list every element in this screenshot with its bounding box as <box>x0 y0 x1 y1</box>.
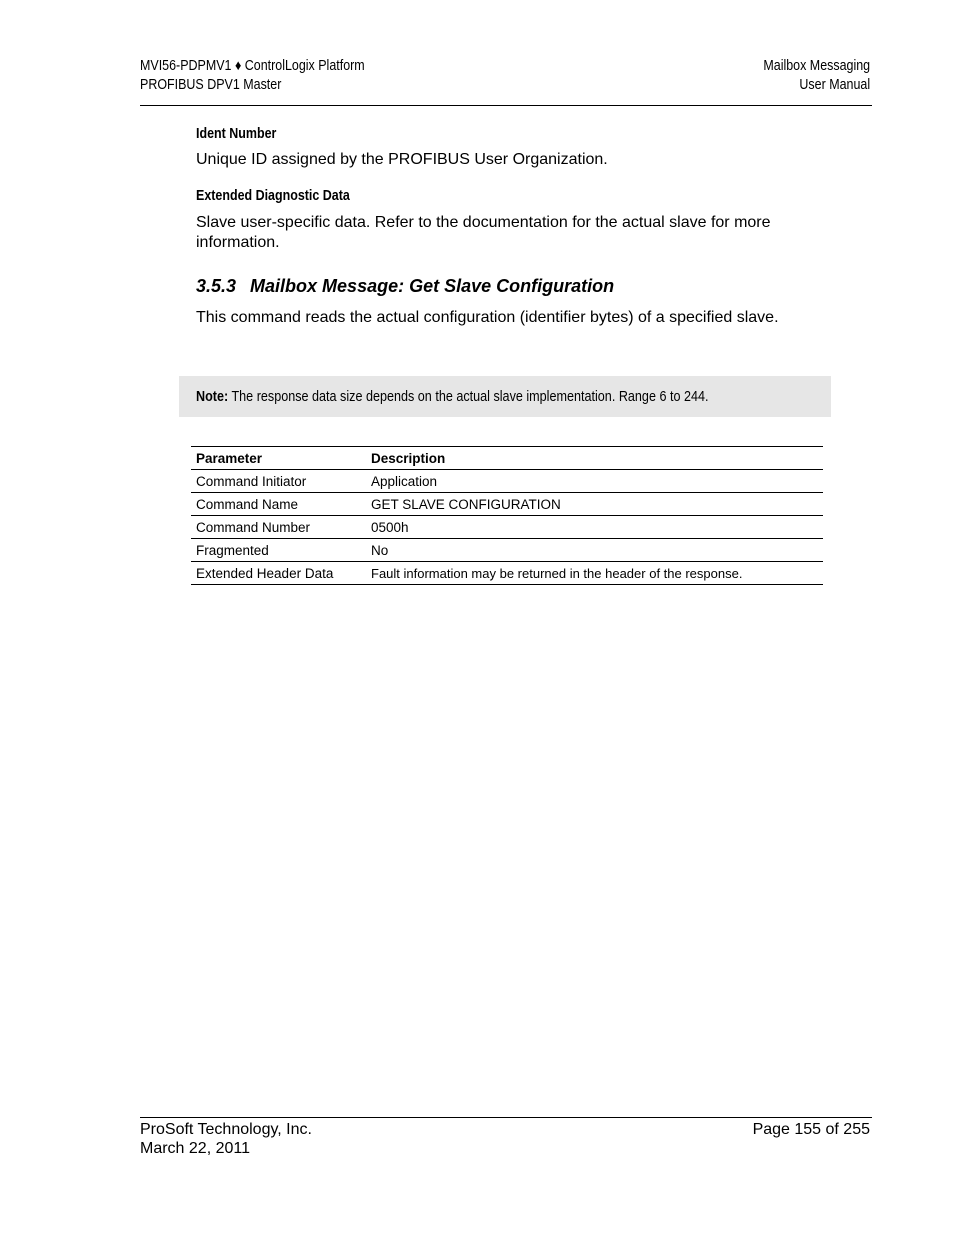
description-cell: 0500h <box>366 516 823 539</box>
footer-left <box>140 1120 312 1158</box>
ident-number-heading: Ident Number <box>196 126 277 142</box>
parameter-cell: Fragmented <box>191 539 366 562</box>
footer-right <box>753 1120 870 1139</box>
running-header-left <box>140 57 365 95</box>
section-intro: This command reads the actual configuration (identifier bytes) of a specified slave. <box>196 309 779 326</box>
parameter-cell: Command Number <box>191 516 366 539</box>
parameter-cell: Extended Header Data <box>191 562 366 585</box>
footer-divider <box>140 1117 872 1118</box>
description-cell: GET SLAVE CONFIGURATION <box>366 493 823 516</box>
section-number: 3.5.3 <box>196 276 237 296</box>
extended-diagnostic-text: Slave user-specific data. Refer to the documentation for the actual slave for more information. <box>196 214 771 251</box>
description-cell: Application <box>366 470 823 493</box>
ident-number-text: Unique ID assigned by the PROFIBUS User Organization. <box>196 151 608 168</box>
parameter-cell: Command Initiator <box>191 470 366 493</box>
product-title: MVI56-PDPMV1 ♦ ControlLogix Platform <box>140 58 365 74</box>
note-box <box>179 376 831 417</box>
note-body: The response data size depends on the actual slave implementation. Range 6 to 244. <box>231 388 709 405</box>
note-text <box>196 388 708 405</box>
table-header-row <box>191 447 823 470</box>
description-cell: No <box>366 539 823 562</box>
table-row <box>191 562 823 585</box>
section-heading <box>196 276 614 297</box>
table-row <box>191 539 823 562</box>
table-row <box>191 470 823 493</box>
note-label: Note: <box>196 388 229 405</box>
table-row <box>191 493 823 516</box>
running-header-right <box>763 57 870 95</box>
table-row <box>191 516 823 539</box>
page-number: Page 155 of 255 <box>752 1121 870 1138</box>
description-cell: Fault information may be returned in the header of the response. <box>366 562 823 585</box>
parameter-cell: Command Name <box>191 493 366 516</box>
extended-diagnostic-heading: Extended Diagnostic Data <box>196 188 350 204</box>
product-subtitle: PROFIBUS DPV1 Master <box>140 77 282 93</box>
section-title: Mailbox Message: Get Slave Configuration <box>250 276 615 296</box>
parameter-table <box>191 446 823 585</box>
column-header-description: Description <box>366 447 823 470</box>
header-divider <box>140 105 872 106</box>
column-header-parameter: Parameter <box>191 447 366 470</box>
manual-type: User Manual <box>799 77 870 93</box>
publication-date: March 22, 2011 <box>140 1140 250 1157</box>
chapter-title: Mailbox Messaging <box>763 58 870 74</box>
company-name: ProSoft Technology, Inc. <box>140 1121 312 1138</box>
